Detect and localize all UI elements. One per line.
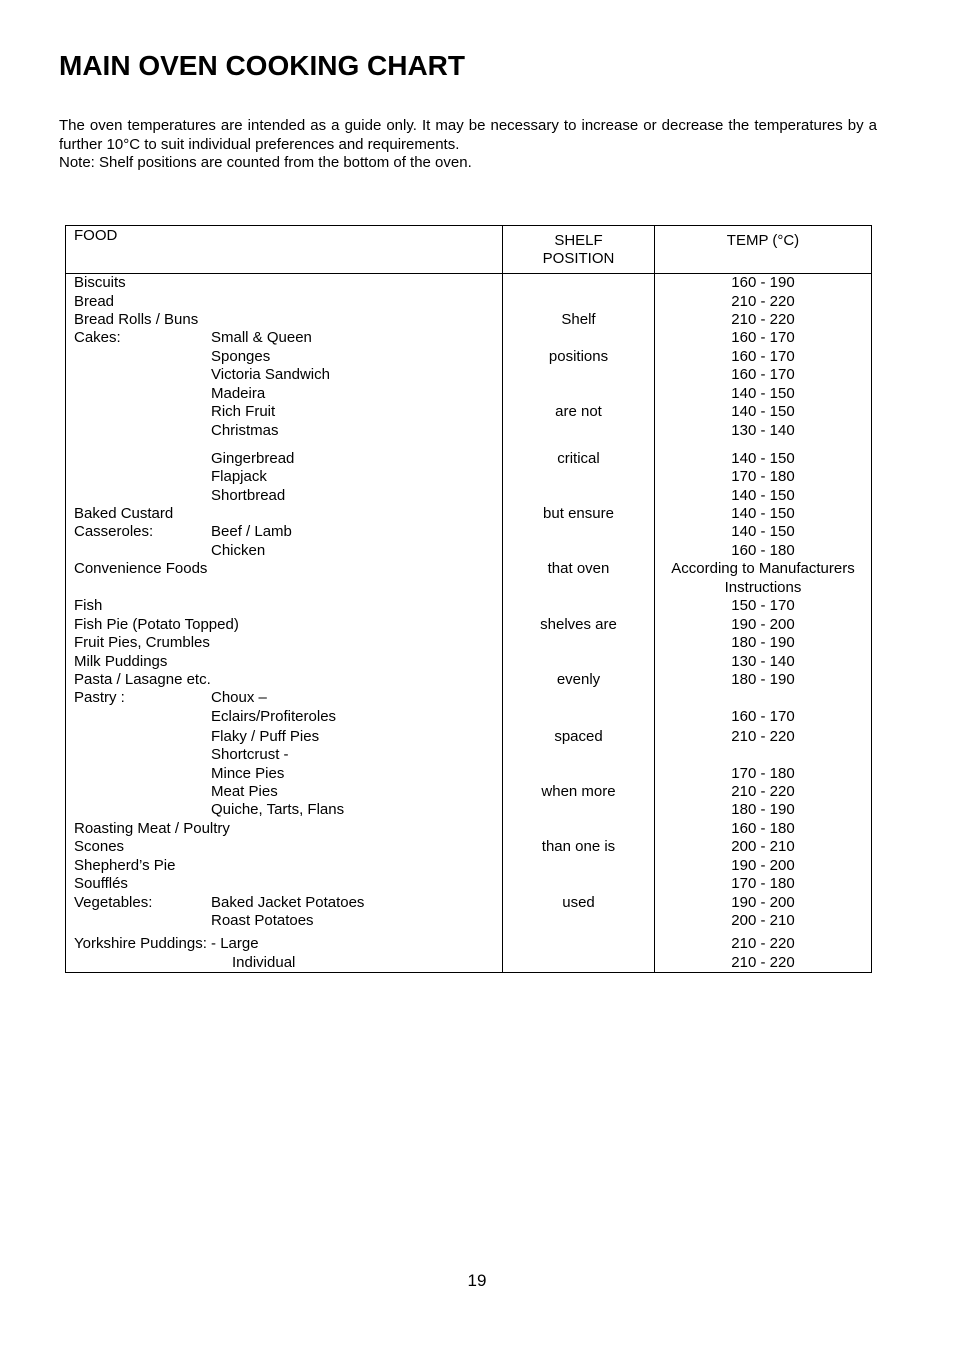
food-item: Fruit Pies, Crumbles	[74, 634, 210, 651]
header-shelf-line1: SHELF	[554, 232, 603, 249]
food-subitem: Chicken	[211, 542, 266, 559]
shelf-position-text: but ensure	[543, 505, 614, 522]
temperature-value: 140 - 150	[731, 523, 795, 540]
shelf-position-text: when more	[541, 783, 616, 800]
temperature-value: 210 - 220	[731, 311, 795, 328]
temperature-value: 160 - 190	[731, 274, 795, 291]
food-item: Fish Pie (Potato Topped)	[74, 616, 239, 633]
temperature-value: 180 - 190	[731, 801, 795, 818]
shelf-position-text: that oven	[547, 560, 610, 577]
temperature-value: 140 - 150	[731, 487, 795, 504]
temperature-value: 210 - 220	[731, 293, 795, 310]
food-subitem: Small & Queen	[211, 329, 312, 346]
food-subitem: Roast Potatoes	[211, 912, 314, 929]
food-subitem: Choux –	[211, 689, 267, 706]
temperature-value: 140 - 150	[731, 385, 795, 402]
food-subitem: Individual	[232, 954, 296, 971]
temperature-value: 150 - 170	[731, 597, 795, 614]
food-item: Pasta / Lasagne etc.	[74, 671, 211, 688]
food-item: Roasting Meat / Poultry	[74, 820, 230, 837]
shelf-position-text: shelves are	[540, 616, 617, 633]
header-temp: TEMP (°C)	[726, 232, 800, 249]
food-subitem: Shortbread	[211, 487, 286, 504]
temperature-value: 180 - 190	[731, 671, 795, 688]
temperature-value: 160 - 180	[731, 542, 795, 559]
food-item: Bread	[74, 293, 115, 310]
food-item: Casseroles:	[74, 523, 154, 540]
food-subitem: Rich Fruit	[211, 403, 276, 420]
cooking-chart-table	[65, 225, 872, 973]
temperature-value: 130 - 140	[731, 653, 795, 670]
food-subitem: Baked Jacket Potatoes	[211, 894, 365, 911]
temperature-value: 190 - 200	[731, 857, 795, 874]
food-item: Soufflés	[74, 875, 128, 892]
food-item: Biscuits	[74, 274, 126, 291]
food-item: Cakes:	[74, 329, 121, 346]
temperature-value: 160 - 170	[731, 708, 795, 725]
food-subitem: Eclairs/Profiteroles	[211, 708, 337, 725]
temperature-value: 140 - 150	[731, 505, 795, 522]
food-item: Convenience Foods	[74, 560, 208, 577]
food-subitem: Flapjack	[211, 468, 267, 485]
shelf-position-text: positions	[548, 348, 609, 365]
food-subitem: Flaky / Puff Pies	[211, 728, 320, 745]
header-food: FOOD	[74, 227, 118, 244]
food-item: Scones	[74, 838, 125, 855]
column-divider-food-shelf	[502, 226, 503, 972]
shelf-note: Note: Shelf positions are counted from the bottom of the oven.	[59, 154, 472, 171]
temperature-value: 170 - 180	[731, 765, 795, 782]
food-item: Bread Rolls / Buns	[74, 311, 199, 328]
temperature-value: 190 - 200	[731, 894, 795, 911]
page-number: 19	[467, 1271, 487, 1290]
temperature-value: 170 - 180	[731, 875, 795, 892]
food-item: Milk Puddings	[74, 653, 168, 670]
food-item: Yorkshire Puddings: - Large	[74, 935, 259, 952]
temperature-value: According to Manufacturers	[671, 560, 855, 577]
temperature-value: 210 - 220	[731, 954, 795, 971]
temperature-value: 210 - 220	[731, 935, 795, 952]
food-subitem: Christmas	[211, 422, 279, 439]
shelf-position-text: are not	[555, 403, 602, 420]
temperature-value: 160 - 170	[731, 366, 795, 383]
shelf-position-text: used	[562, 894, 595, 911]
temperature-value: 200 - 210	[731, 912, 795, 929]
shelf-position-text: Shelf	[561, 311, 596, 328]
temperature-value: 140 - 150	[731, 450, 795, 467]
food-subitem: Meat Pies	[211, 783, 278, 800]
food-item: Baked Custard	[74, 505, 174, 522]
shelf-position-text: critical	[557, 450, 600, 467]
temperature-value: 130 - 140	[731, 422, 795, 439]
temperature-value: 170 - 180	[731, 468, 795, 485]
temperature-value: 210 - 220	[731, 728, 795, 745]
intro-text	[59, 117, 877, 173]
shelf-position-text: evenly	[556, 671, 601, 688]
food-item: Vegetables:	[74, 894, 153, 911]
food-subitem: Madeira	[211, 385, 266, 402]
temperature-value: 160 - 170	[731, 329, 795, 346]
food-subitem: Quiche, Tarts, Flans	[211, 801, 345, 818]
temperature-value: 210 - 220	[731, 783, 795, 800]
temperature-value: 160 - 180	[731, 820, 795, 837]
food-subitem: Sponges	[211, 348, 271, 365]
temperature-value: 200 - 210	[731, 838, 795, 855]
shelf-position-text: than one is	[541, 838, 616, 855]
shelf-position-text: spaced	[554, 728, 603, 745]
food-subitem: Shortcrust -	[211, 746, 289, 763]
food-item: Fish	[74, 597, 103, 614]
temperature-value: 160 - 170	[731, 348, 795, 365]
food-subitem: Beef / Lamb	[211, 523, 292, 540]
page-title: MAIN OVEN COOKING CHART	[59, 50, 465, 81]
food-item: Pastry :	[74, 689, 125, 706]
food-subitem: Gingerbread	[211, 450, 295, 467]
food-subitem: Mince Pies	[211, 765, 285, 782]
food-subitem: Victoria Sandwich	[211, 366, 330, 383]
temperature-value: 180 - 190	[731, 634, 795, 651]
temperature-value: 190 - 200	[731, 616, 795, 633]
intro-paragraph: The oven temperatures are intended as a guide only. It may be necessary to increase or decrease the temperatures by a further 10°C to suit individual preferences and requirements.	[59, 117, 877, 153]
temperature-value: Instructions	[724, 579, 802, 596]
temperature-value: 140 - 150	[731, 403, 795, 420]
header-shelf-line2: POSITION	[542, 250, 615, 267]
food-item: Shepherd’s Pie	[74, 857, 176, 874]
